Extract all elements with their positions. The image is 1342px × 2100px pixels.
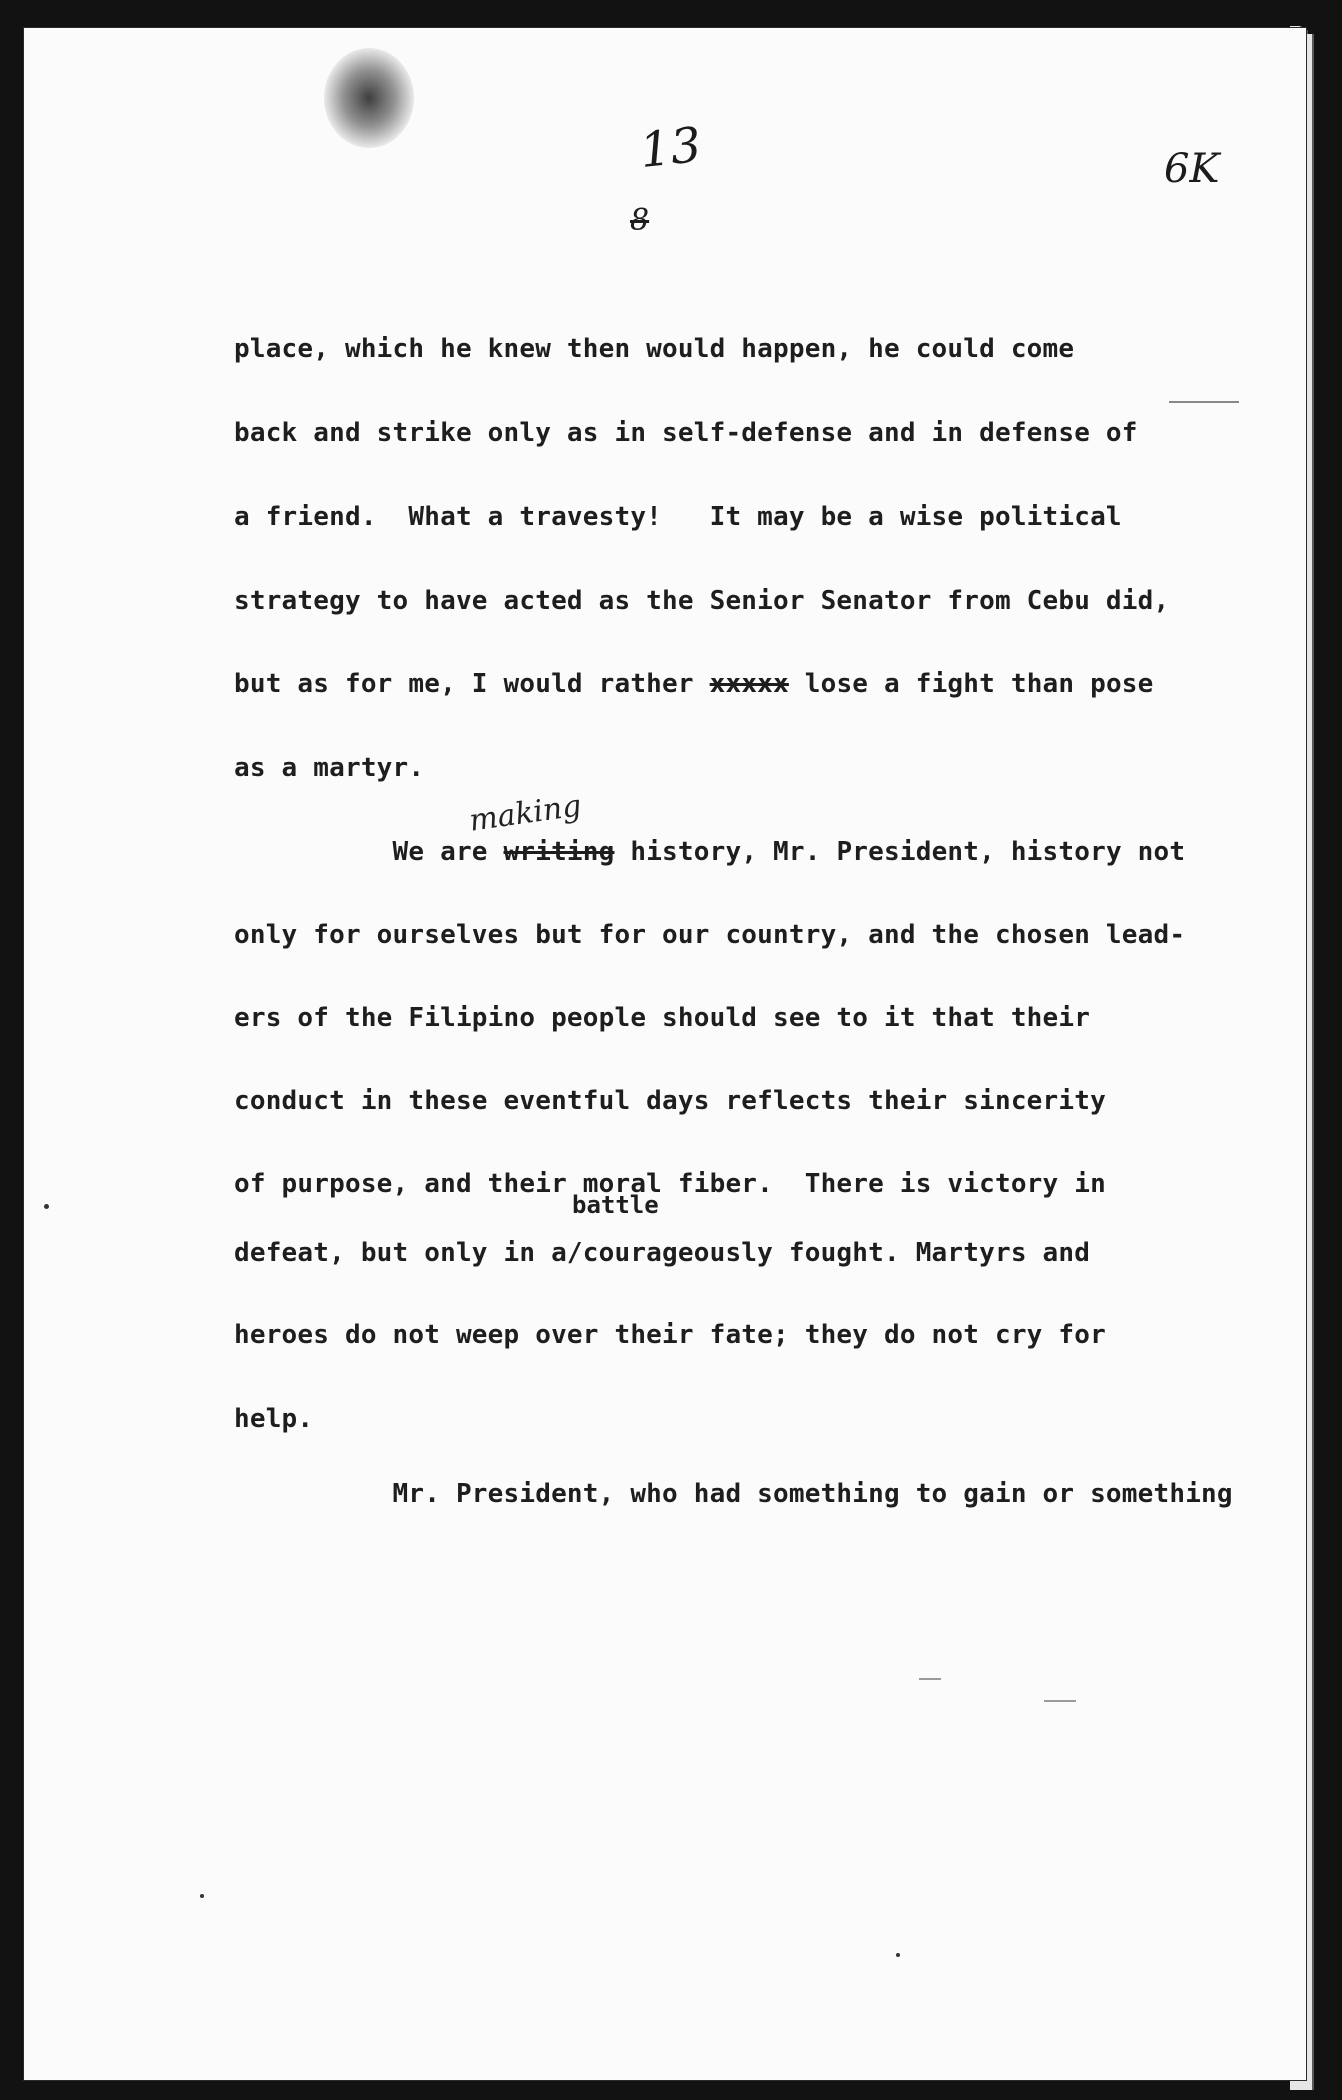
ink-speck — [200, 1894, 204, 1898]
text-line: of purpose, and their moral fiber. There is victory in — [234, 1169, 1106, 1199]
document-page — [24, 28, 1306, 2080]
handwritten-page-number: 13 — [637, 116, 704, 180]
text-line: heroes do not weep over their fate; they do not cry for — [234, 1320, 1106, 1350]
faint-mark — [1044, 1700, 1076, 1702]
struck-text: xxxxx — [709, 669, 789, 699]
text-line — [234, 669, 1154, 699]
text-line: back and strike only as in self-defense and in defense of — [234, 418, 1138, 448]
handwritten-insertion: making — [467, 788, 584, 839]
typed-insertion: battle — [572, 1191, 659, 1219]
text-line: place, which he knew then would happen, he could come — [234, 334, 1075, 364]
text-line: as a martyr. — [234, 753, 425, 783]
margin-rule — [1169, 401, 1239, 403]
faint-mark — [919, 1678, 941, 1680]
text-line: help. — [234, 1404, 314, 1434]
text-segment: lose a fight than pose — [788, 669, 1154, 699]
text-segment: but as for me, I would rather — [234, 669, 710, 699]
ink-speck — [44, 1204, 49, 1209]
struck-text: writing — [503, 837, 615, 867]
text-segment: history, Mr. President, history not — [614, 837, 1186, 867]
corner-annotation: 6K — [1164, 146, 1220, 192]
text-line: strategy to have acted as the Senior Senator from Cebu did, — [234, 586, 1170, 616]
ink-speck — [896, 1953, 900, 1957]
struck-page-number: 8 — [630, 203, 650, 238]
text-line — [234, 837, 1185, 867]
text-line: Mr. President, who had something to gain or something — [234, 1479, 1233, 1509]
text-line: defeat, but only in a/courageously fought. Martyrs and — [234, 1238, 1091, 1268]
text-segment: We are — [234, 837, 504, 867]
text-line: ers of the Filipino people should see to it that their — [234, 1003, 1091, 1033]
ink-smudge — [324, 48, 414, 148]
text-line: only for ourselves but for our country, and the chosen lead- — [234, 920, 1186, 950]
text-line: a friend. What a travesty! It may be a wise political — [234, 502, 1122, 532]
text-line: conduct in these eventful days reflects their sincerity — [234, 1086, 1106, 1116]
